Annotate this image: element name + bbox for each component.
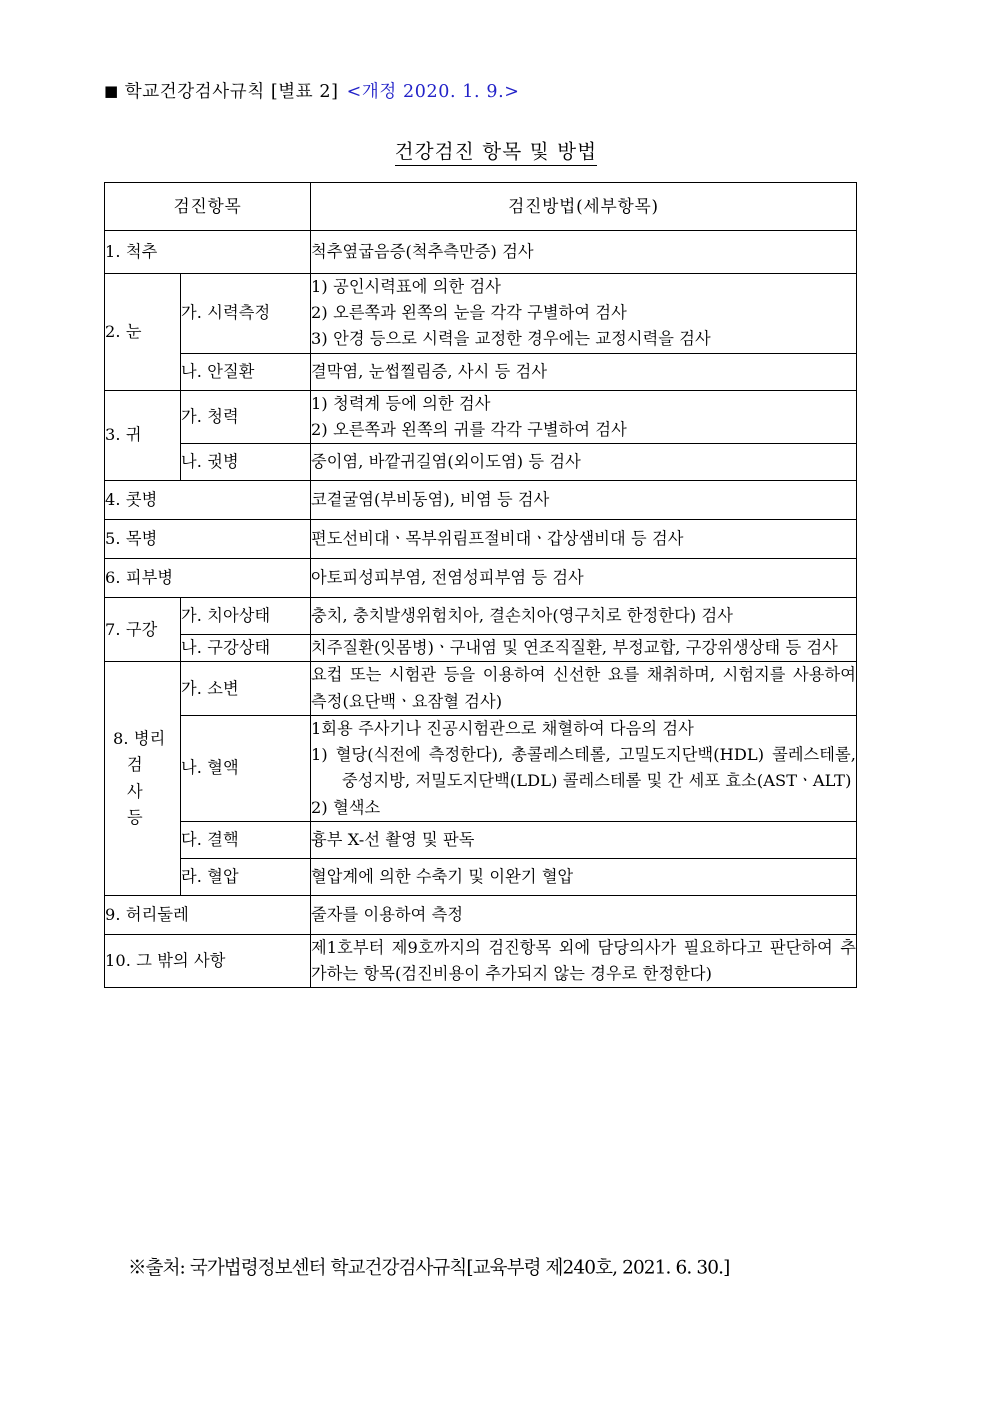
category-cell-3: 3. 귀 [105,390,181,480]
category-line: 8. 병리 [113,729,166,749]
table-row [105,635,857,662]
method-line: 1) 청력계 등에 의한 검사 [311,393,491,413]
method-line: 혈압계에 의한 수축기 및 이완기 혈압 [311,866,574,886]
table-row [105,821,857,858]
category-line: 등 [127,807,143,827]
subitem-cell-2b: 나. 안질환 [181,353,311,390]
page-title [0,136,992,164]
method-line: 코곁굴염(부비동염), 비염 등 검사 [311,490,550,510]
table-header-row [105,183,857,231]
method-line: 1) 혈당(식전에 측정한다), 총콜레스테롤, 고밀도지단백(HDL) 콜레스테롤, 중성지방, 저밀도지단백(LDL) 콜레스테롤 및 간 세포 효소(ASTㆍALT) [311,745,857,791]
subitem-cell-8d: 라. 혈압 [181,858,311,895]
method-cell-3a [311,390,857,443]
category-cell-9: 9. 허리둘레 [105,895,311,934]
method-line: 흉부 X-선 촬영 및 판독 [311,829,475,849]
exam-table [104,182,857,988]
subitem-cell-8b: 나. 혈액 [181,715,311,821]
subitem-cell-3a: 가. 청력 [181,390,311,443]
method-cell-1 [311,231,857,274]
method-line: 3) 안경 등으로 시력을 교정한 경우에는 교정시력을 검사 [311,329,711,349]
square-bullet-icon: ■ [104,82,119,100]
table-row [105,559,857,598]
rule-name-text: 학교건강검사규칙 [124,82,265,102]
method-line: 편도선비대ㆍ목부위림프절비대ㆍ갑상샘비대 등 검사 [311,529,684,549]
category-cell-10: 10. 그 밖의 사항 [105,934,311,987]
category-cell-7: 7. 구강 [105,598,181,662]
table-row [105,353,857,390]
table-row [105,481,857,520]
method-cell-8d [311,858,857,895]
method-line: 요컵 또는 시험관 등을 이용하여 신선한 요를 채취하며, 시험지를 사용하여 측정(요단백ㆍ요잠혈 검사) [311,665,857,711]
method-cell-10 [311,934,857,987]
subitem-cell-3b: 나. 귓병 [181,444,311,481]
method-line: 치주질환(잇몸병)ㆍ구내염 및 연조직질환, 부정교합, 구강위생상태 등 검사 [311,638,838,658]
method-line: 2) 혈색소 [311,797,381,817]
method-line: 1) 공인시력표에 의한 검사 [311,277,501,296]
table-row [105,858,857,895]
revision-note: <개정 2020. 1. 9.> [346,82,520,102]
method-line: 2) 오른쪽과 왼쪽의 귀를 각각 구별하여 검사 [311,419,627,439]
method-cell-8b [311,715,857,821]
method-line: 중이염, 바깥귀길염(외이도염) 등 검사 [311,452,581,472]
method-cell-9 [311,895,857,934]
annex-label: [별표 2] [270,82,339,102]
method-cell-6 [311,559,857,598]
subitem-cell-7a: 가. 치아상태 [181,598,311,635]
column-header-category: 검진항목 [105,183,311,231]
method-cell-3b [311,444,857,481]
table-row [105,598,857,635]
table-row [105,520,857,559]
table-row [105,390,857,443]
source-note: ※출처: 국가법령정보센터 학교건강검사규칙[교육부령 제240호, 2021. 6. 30.] [128,1257,730,1279]
table-row [105,895,857,934]
subitem-cell-8c: 다. 결핵 [181,821,311,858]
category-cell-6: 6. 피부병 [105,559,311,598]
exam-table-wrapper [104,182,856,988]
category-cell-2: 2. 눈 [105,274,181,391]
document-header-line [104,82,520,103]
method-line: 2) 오른쪽과 왼쪽의 눈을 각각 구별하여 검사 [311,303,627,323]
method-cell-8c [311,821,857,858]
table-row [105,444,857,481]
table-row [105,231,857,274]
method-line: 충치, 충치발생위험치아, 결손치아(영구치로 한정한다) 검사 [311,606,734,626]
category-cell-1: 1. 척추 [105,231,311,274]
method-cell-2b [311,353,857,390]
category-cell-5: 5. 목병 [105,520,311,559]
column-header-method: 검진방법(세부항목) [311,183,857,231]
table-row [105,274,857,354]
category-cell-8 [105,662,181,895]
method-line: 제1호부터 제9호까지의 검진항목 외에 담당의사가 필요하다고 판단하여 추가하는 항목(검진비용이 추가되지 않는 경우로 한정한다) [311,937,857,984]
method-cell-2a [311,274,857,354]
method-line: 1회용 주사기나 진공시험관으로 채혈하여 다음의 검사 [311,718,694,738]
category-cell-4: 4. 콧병 [105,481,311,520]
method-line: 결막염, 눈썹찔림증, 사시 등 검사 [311,361,548,381]
method-line: 줄자를 이용하여 측정 [311,904,464,924]
method-cell-7b [311,635,857,662]
method-cell-5 [311,520,857,559]
method-cell-4 [311,481,857,520]
method-line: 아토피성피부염, 전염성피부염 등 검사 [311,568,584,588]
subitem-cell-7b: 나. 구강상태 [181,635,311,662]
category-line: 검 사 [127,755,150,801]
table-row [105,715,857,821]
table-row [105,662,857,715]
subitem-cell-2a: 가. 시력측정 [181,274,311,354]
table-row [105,934,857,987]
method-line: 척추옆굽음증(척추측만증) 검사 [311,241,534,261]
method-cell-7a [311,598,857,635]
method-cell-8a [311,662,857,715]
subitem-cell-8a: 가. 소변 [181,662,311,715]
page-title-text: 건강검진 항목 및 방법 [395,140,598,166]
